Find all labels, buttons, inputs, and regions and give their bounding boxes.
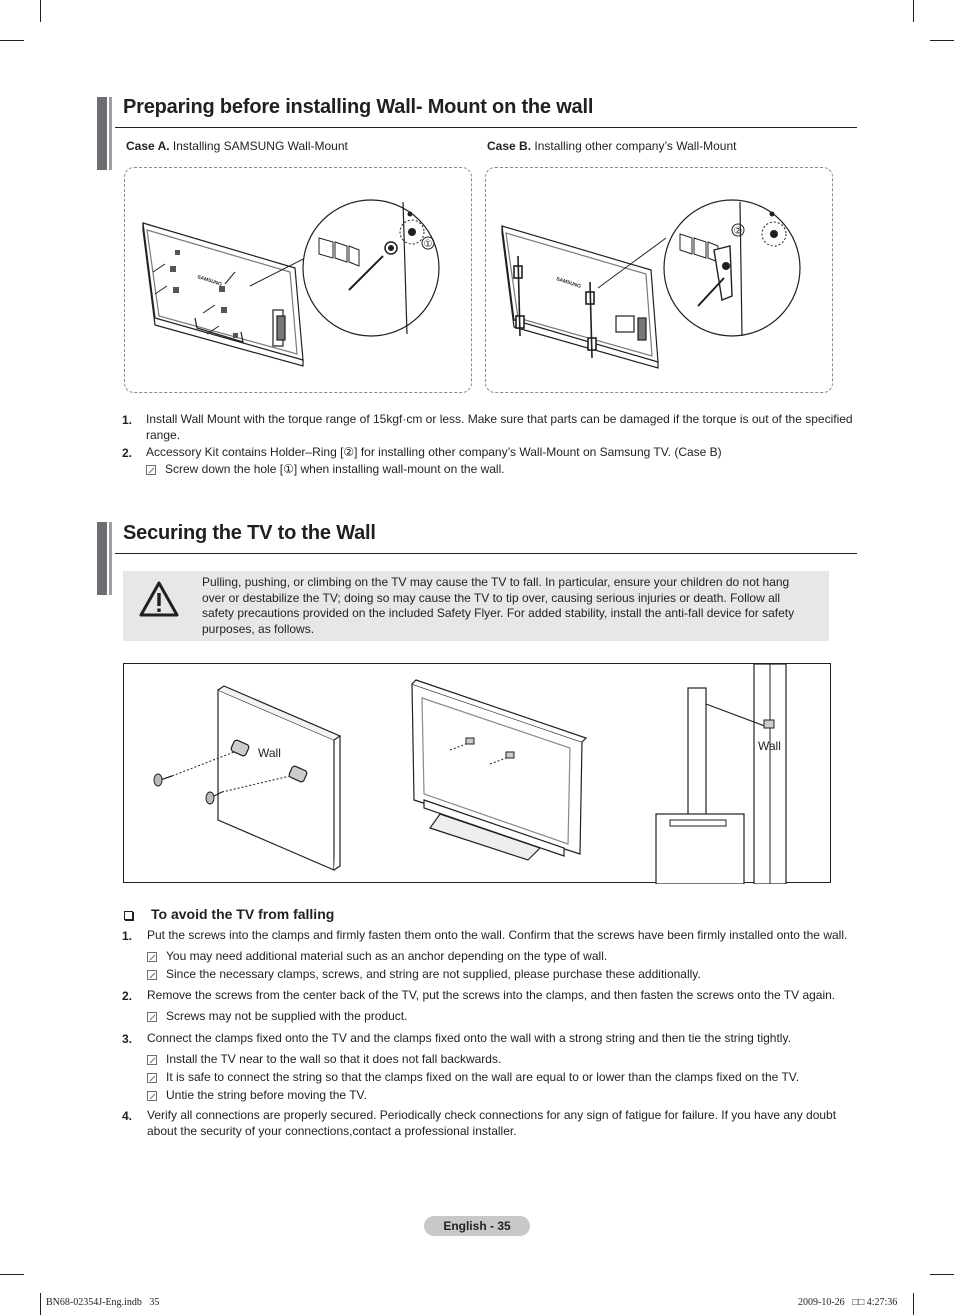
list-number: 2. [122, 989, 133, 1003]
note-text: Install the TV near to the wall so that it does not fall backwards. [166, 1052, 502, 1066]
list-item: Remove the screws from the center back of the TV, put the screws into the clamps, and then fasten the screws onto the TV again. [147, 988, 836, 1002]
callout-b-number: ② [733, 226, 743, 237]
crop-mark [0, 40, 24, 41]
crop-mark [40, 0, 41, 22]
crop-mark [913, 0, 914, 22]
list-number: 4. [122, 1109, 133, 1123]
warning-icon [138, 580, 180, 618]
footer-datetime: 2009-10-26 □□ 4:27:36 [798, 1297, 898, 1308]
checkbox-bullet [124, 911, 133, 920]
section-marker [97, 522, 107, 595]
callout-a-number: ① [423, 239, 433, 250]
subheading: To avoid the TV from falling [151, 906, 335, 922]
footer-file: BN68-02354J-Eng.indb 35 [46, 1297, 160, 1308]
crop-mark [930, 40, 954, 41]
note-icon [147, 1012, 157, 1022]
case-b-label: Case B. Installing other company’s Wall-Mount [487, 139, 737, 153]
warning-text: Pulling, pushing, or climbing on the TV may cause the TV to fall. In particular, ensure your children do not hang over or destabilize the TV; doing so may cause the TV to tip over, causing serious injuries or death. Follow all safety precautions provided on the included Safety Flyer. For added stability, install the anti-fall device for safety purposes, as follows. [202, 575, 795, 636]
note-text: It is safe to connect the string so that the clamps fixed on the wall are equal to or lower than the clamps fixed on the TV. [166, 1070, 800, 1084]
anti-fall-illustration [124, 664, 832, 884]
wall-mount-illustration-a [125, 168, 473, 394]
page-number-badge: English - 35 [424, 1216, 530, 1236]
list-number: 3. [122, 1032, 133, 1046]
note-text: Screws may not be supplied with the product. [166, 1009, 408, 1023]
anti-fall-figure [123, 663, 831, 883]
note-text: Screw down the hole [①] when installing wall-mount on the wall. [165, 462, 505, 476]
section-title: Preparing before installing Wall- Mount on the wall [123, 96, 594, 118]
section-marker [97, 97, 107, 170]
list-item: Put the screws into the clamps and firmly fasten them onto the wall. Confirm that the screws have been firmly installed onto the wall. [147, 928, 848, 942]
crop-mark [0, 1274, 24, 1275]
section-rule [115, 553, 857, 554]
wall-mount-illustration-b [486, 168, 834, 394]
crop-mark [40, 1293, 41, 1315]
wall-label-left: Wall [258, 746, 281, 760]
list-number: 1. [122, 929, 133, 943]
list-item: Install Wall Mount with the torque range of 15kgf·cm or less. Make sure that parts can be damaged if the torque is out of the specified range. [146, 412, 853, 442]
crop-mark [930, 1274, 954, 1275]
list-item: Accessory Kit contains Holder–Ring [②] for installing other company’s Wall-Mount on Samsung TV. (Case B) [146, 445, 722, 459]
tv-brand-mark-b: SAMSUNG [555, 276, 582, 290]
list-item: Verify all connections are properly secured. Periodically check connections for any sign of fatigue for failure. If you have any doubt about the security of your connections,contact a professional installer. [147, 1108, 837, 1138]
section-title: Securing the TV to the Wall [123, 522, 376, 544]
note-text: Since the necessary clamps, screws, and string are not supplied, please purchase these additionally. [166, 967, 701, 981]
list-item: Connect the clamps fixed onto the TV and the clamps fixed onto the wall with a strong string and then tie the string tightly. [147, 1031, 791, 1045]
case-a-figure [124, 167, 472, 393]
section-marker-accent [109, 522, 112, 595]
section-rule [115, 127, 857, 128]
note-icon [147, 1091, 157, 1101]
crop-mark [913, 1293, 914, 1315]
list-number: 1. [122, 413, 133, 427]
wall-label-right: Wall [758, 739, 781, 753]
note-icon [147, 970, 157, 980]
note-icon [146, 465, 156, 475]
case-b-figure [485, 167, 833, 393]
note-icon [147, 952, 157, 962]
list-number: 2. [122, 446, 133, 460]
note-icon [147, 1073, 157, 1083]
tv-brand-mark: SAMSUNG [196, 274, 223, 288]
section-marker-accent [109, 97, 112, 170]
case-a-label: Case A. Installing SAMSUNG Wall-Mount [126, 139, 348, 153]
note-icon [147, 1055, 157, 1065]
note-text: You may need additional material such as an anchor depending on the type of wall. [166, 949, 608, 963]
note-text: Untie the string before moving the TV. [166, 1088, 367, 1102]
